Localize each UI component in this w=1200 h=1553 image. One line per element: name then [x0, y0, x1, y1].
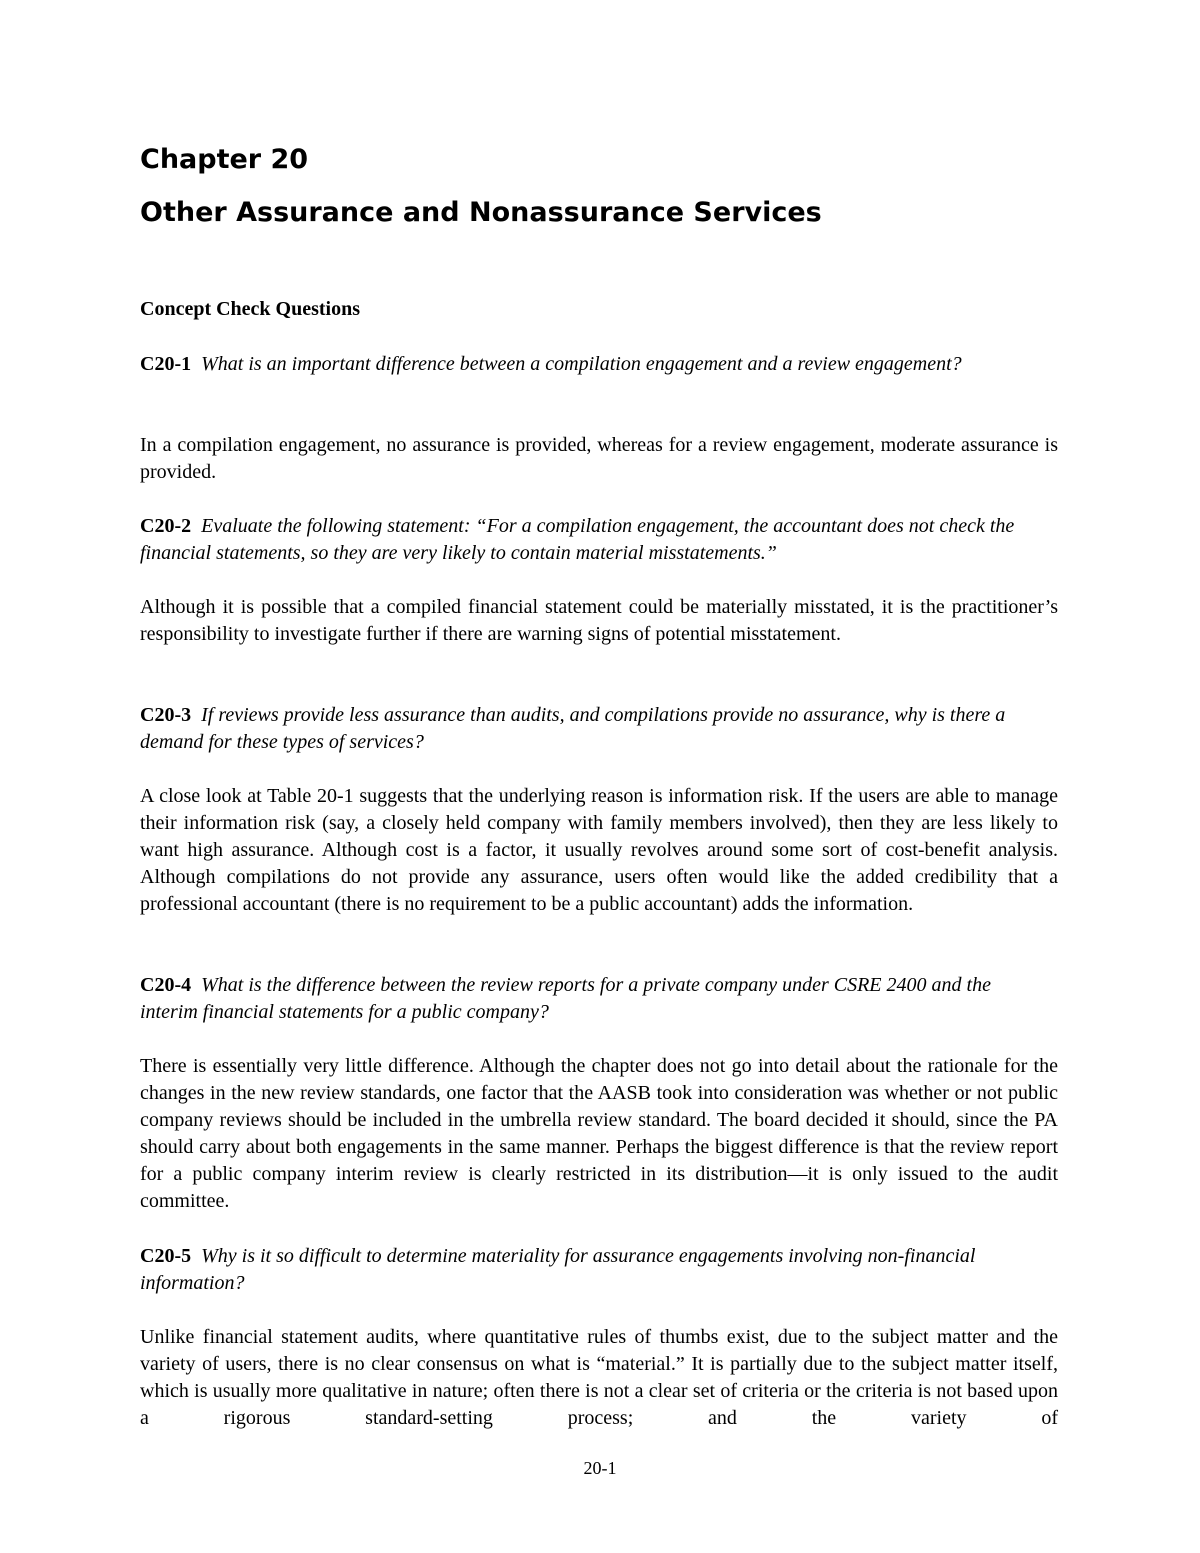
answer-c20-5: Unlike financial statement audits, where quantitative rules of thumbs exist, due to the subject matter and the variety of users, there is no clear consensus on what is “material.” It is partially due to the subject matter itself, which is usually more qualitative in nature; often there is not a clear set of criteria or the criteria is not based upon a rigorous standard-setting process; and the variety of	[140, 1326, 1058, 1429]
question-text: If reviews provide less assurance than audits, and compilations provide no assurance, why is there a demand for these types of services?	[140, 704, 1006, 753]
section-heading: Concept Check Questions	[140, 298, 361, 320]
chapter-title: Other Assurance and Nonassurance Services	[140, 197, 822, 228]
answer-c20-2: Although it is possible that a compiled financial statement could be materially misstated, it is the practitioner’s responsibility to investigate further if there are warning signs of potential misstatement.	[140, 596, 1058, 645]
question-c20-2	[140, 513, 1050, 567]
question-text: What is an important difference between a compilation engagement and a review engagement?	[201, 353, 962, 375]
question-label: C20-2	[140, 515, 192, 537]
page-number: 20-1	[583, 1458, 617, 1478]
question-text: Evaluate the following statement: “For a compilation engagement, the accountant does not check the financial statements, so they are very likely to contain material misstatements.”	[140, 515, 1015, 564]
question-label: C20-5	[140, 1245, 192, 1267]
question-c20-4	[140, 972, 1030, 1026]
question-c20-3	[140, 702, 1030, 756]
question-c20-5	[140, 1243, 1045, 1297]
question-text: Why is it so difficult to determine materiality for assurance engagements involving non-financial information?	[140, 1245, 976, 1294]
answer-c20-1: In a compilation engagement, no assurance is provided, whereas for a review engagement, moderate assurance is provided.	[140, 434, 1058, 483]
question-label: C20-1	[140, 353, 192, 375]
question-label: C20-3	[140, 704, 192, 726]
question-label: C20-4	[140, 974, 192, 996]
chapter-heading: Chapter 20	[140, 144, 309, 175]
answer-c20-3: A close look at Table 20-1 suggests that the underlying reason is information risk. If the users are able to manage their information risk (say, a closely held company with family members involved), then they are less likely to want high assurance. Although cost is a factor, it usually revolves around some sort of cost-benefit analysis. Although compilations do not provide any assurance, users often would like the added credibility that a professional accountant (there is no requirement to be a public accountant) adds the information.	[140, 785, 1058, 915]
question-c20-1	[140, 351, 990, 378]
question-text: What is the difference between the review reports for a private company under CSRE 2400 and the interim financial statements for a public company?	[140, 974, 991, 1023]
answer-c20-4: There is essentially very little difference. Although the chapter does not go into detail about the rationale for the changes in the new review standards, one factor that the AASB took into consideration was whether or not public company reviews should be included in the umbrella review standard. The board decided it should, since the PA should carry about both engagements in the same manner. Perhaps the biggest difference is that the review report for a public company interim review is clearly restricted in its distribution—it is only issued to the audit committee.	[140, 1055, 1058, 1212]
